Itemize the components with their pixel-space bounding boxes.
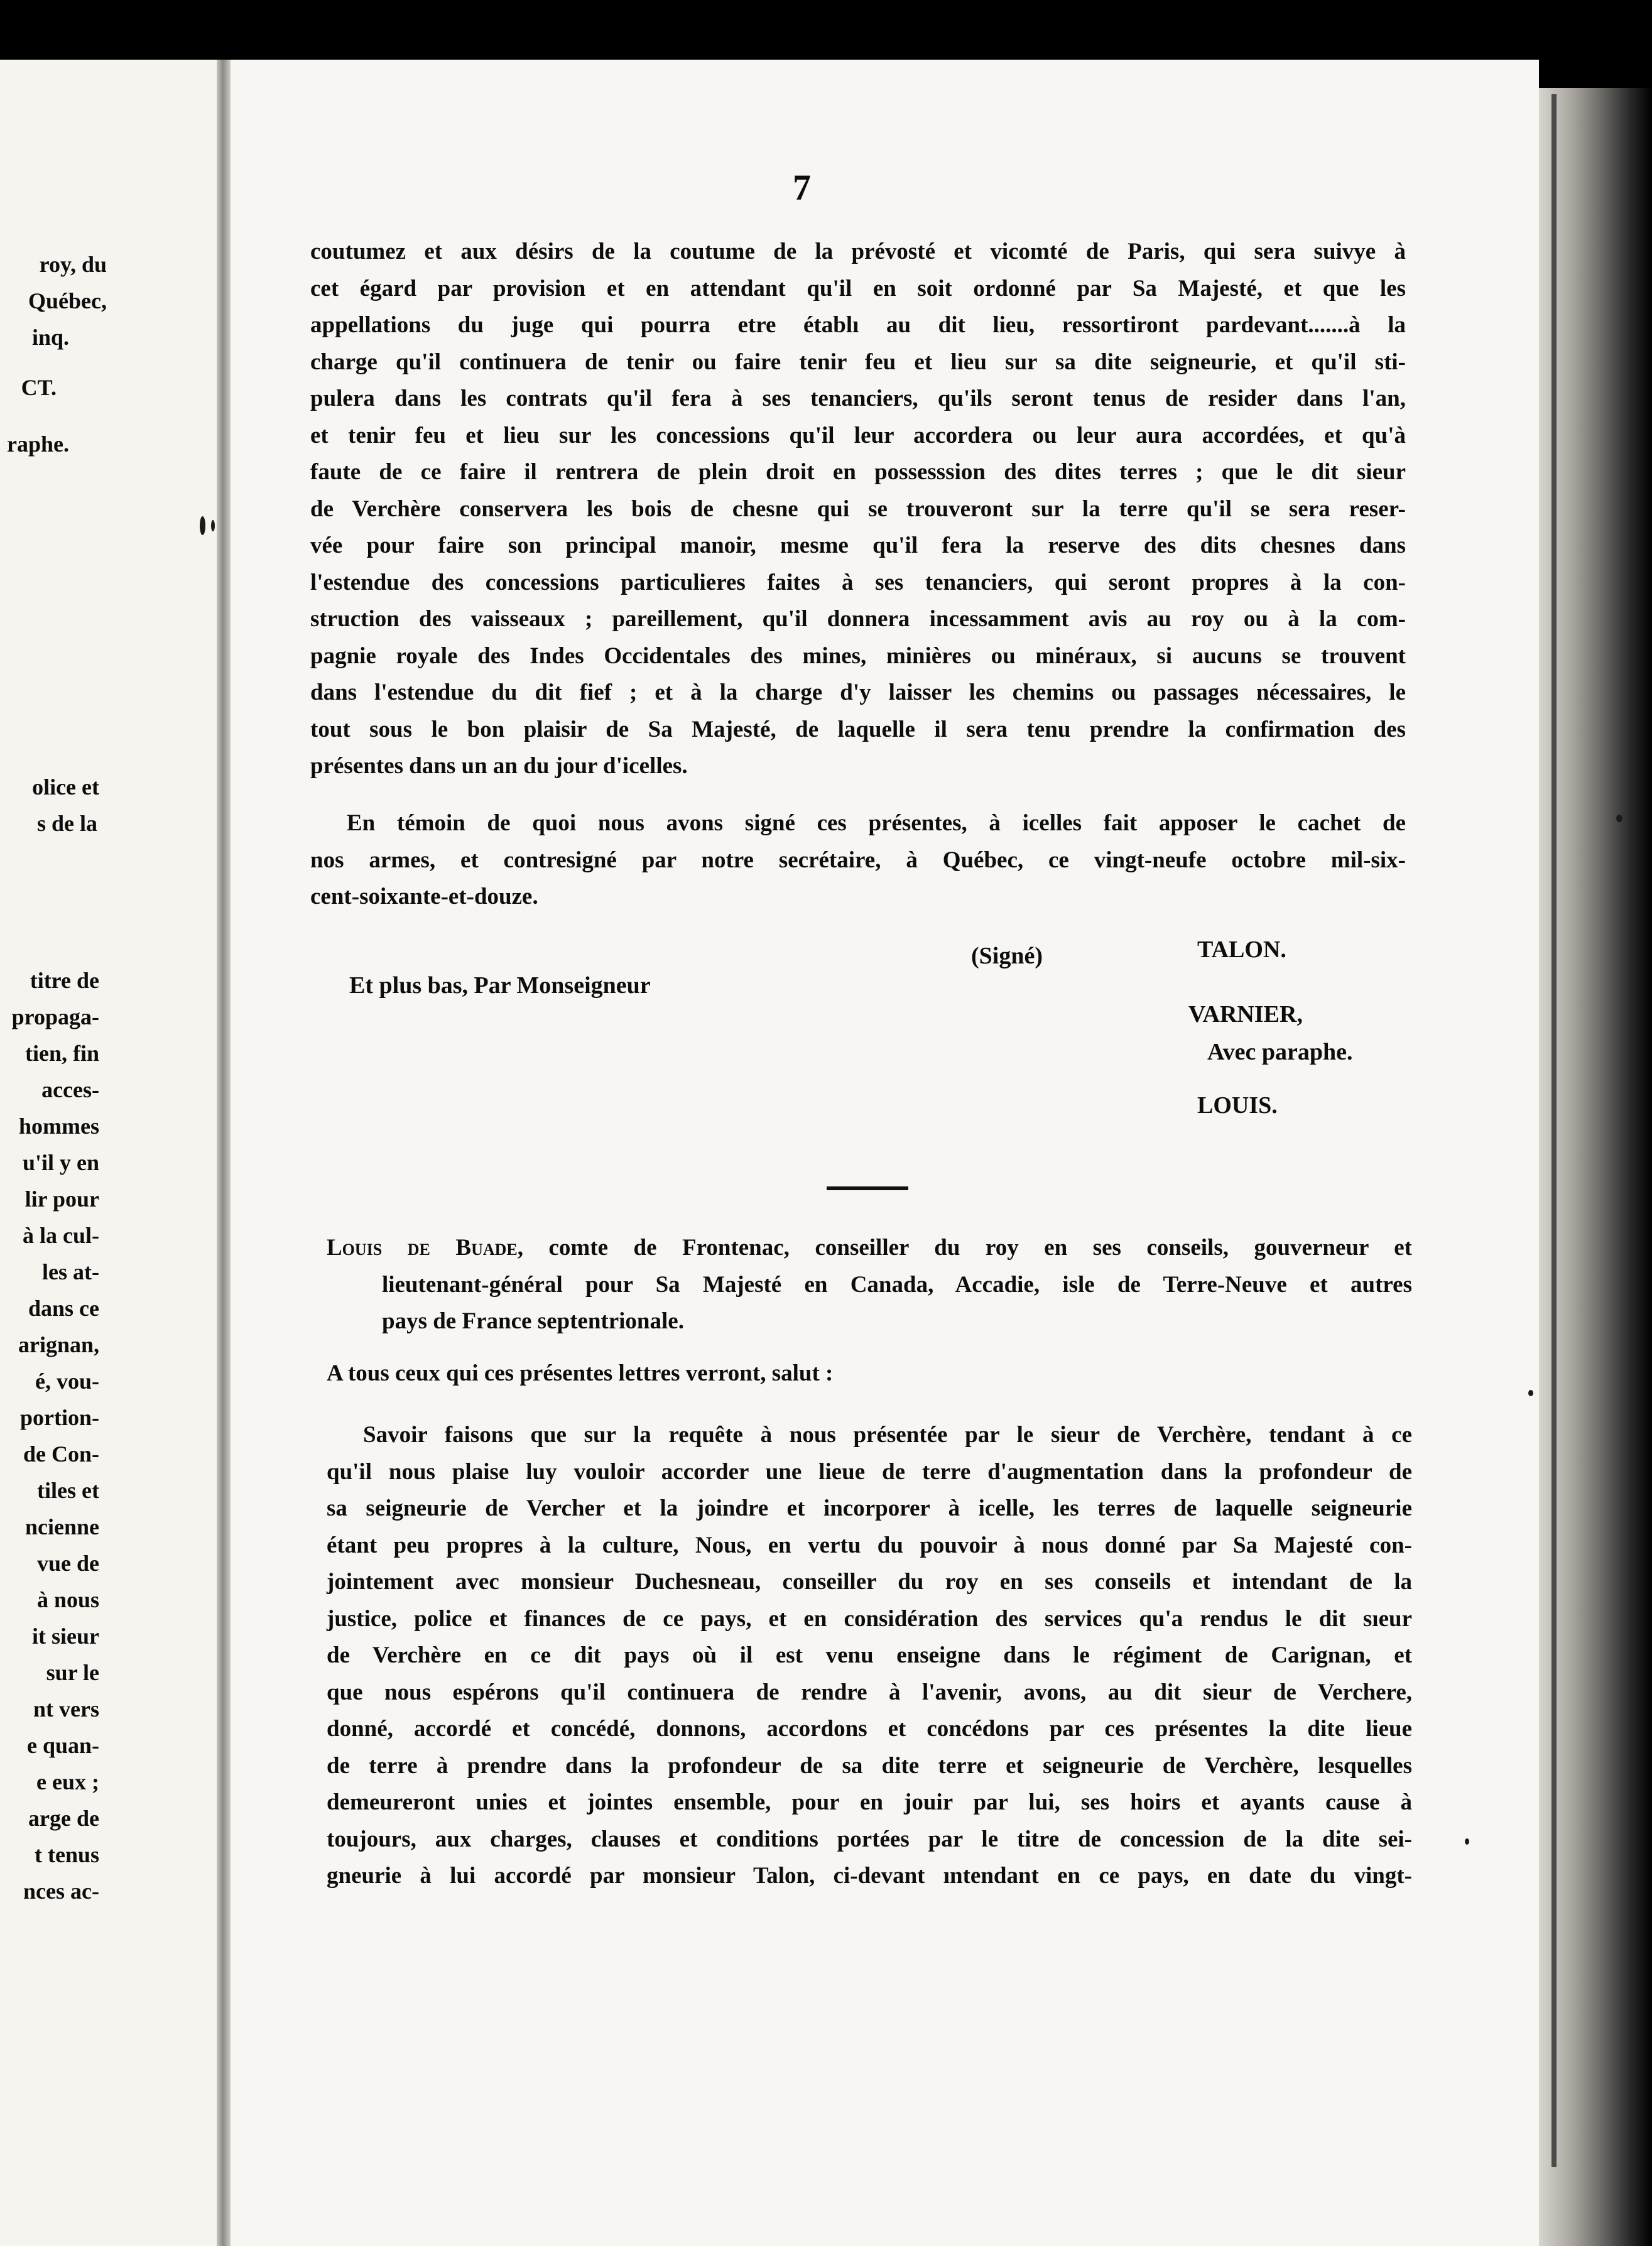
second-paragraph [327, 1417, 1412, 1895]
text-line: de Verchère en ce dit pays où il est venu enseigne dans le régiment de Carignan, et [327, 1642, 1412, 1668]
ink-speck [200, 516, 205, 535]
left-line: tiles et [37, 1478, 99, 1503]
left-line: vue de [37, 1551, 99, 1576]
salutation [327, 1355, 1412, 1392]
left-line: ncienne [24, 1514, 99, 1539]
text-line: étant peu propres à la culture, Nous, en vertu du pouvoir à nous donné par Sa Majesté con- [327, 1532, 1412, 1558]
left-line: acces- [41, 1077, 99, 1102]
first-paragraph [310, 234, 1406, 785]
signature-varnier: VARNIER, [1188, 1001, 1303, 1028]
left-line: t tenus [34, 1842, 99, 1867]
text-line: appellations du juge qui pourra etre établı au dit lieu, ressortiront pardevant.......à la [310, 312, 1406, 338]
left-line: u'il y en [22, 1150, 99, 1175]
left-line: titre de [30, 968, 99, 993]
left-line: s de la [36, 811, 97, 836]
text-line: tout sous le bon plaisir de Sa Majesté, de laquelle il sera tenu prendre la confirmation des [310, 716, 1406, 742]
text-line: toujours, aux charges, clauses et conditions portées par le titre de concession de la dite sei- [327, 1826, 1412, 1852]
text-line: sa seigneurie de Vercher et la joindre et incorporer à icelle, les terres de laquelle seigneurie [327, 1495, 1412, 1521]
ink-speck [1528, 1390, 1533, 1396]
text-line: qu'il nous plaise luy vouloir accorder une lieue de terre d'augmentation dans la profondeur de [327, 1458, 1412, 1485]
text-line: cet égard par provision et en attendant qu'il en soit ordonné par Sa Majesté, et que les [310, 275, 1406, 301]
text-line: demeureront unies et jointes ensemble, pour en jouir par lui, ses hoirs et ayants cause à [327, 1789, 1412, 1815]
text-line: lieutenant-général pour Sa Majesté en Canada, Accadie, isle de Terre-Neuve et autres [382, 1271, 1412, 1298]
ink-speck [211, 520, 215, 531]
left-line: Québec, [28, 288, 107, 313]
left-line: raphe. [7, 431, 69, 457]
text-line: jointement avec monsieur Duchesneau, conseiller du roy en ses conseils et intendant de la [327, 1569, 1412, 1595]
left-line: CT. [21, 375, 57, 400]
text-line: justice, police et finances de ce pays, et en considération des services qu'a rendus le dit sıeur [327, 1605, 1412, 1632]
text-line: cent-soixante-et-douze. [310, 884, 538, 909]
left-line: nces ac- [23, 1879, 99, 1904]
text-line: nos armes, et contresigné par notre secrétaire, à Québec, ce vingt-neufe octobre mil-six- [310, 847, 1406, 873]
left-line: inq. [31, 325, 69, 350]
paraphe-label: Avec paraphe. [1207, 1039, 1353, 1065]
text-line: et tenir feu et lieu sur les concessions qu'il leur accordera ou leur aura accordées, et qu'à [310, 422, 1406, 448]
witness-paragraph [310, 805, 1406, 916]
left-line: de Con- [23, 1441, 99, 1467]
text-line: présentes dans un an du jour d'icelles. [310, 753, 688, 779]
left-line: à nous [36, 1587, 99, 1612]
text-line: , comte de Frontenac, conseiller du roy en ses conseils, gouverneur et [517, 1235, 1412, 1261]
left-line: dans ce [28, 1296, 99, 1321]
left-line: arignan, [18, 1332, 99, 1357]
text-line: l'estendue des concessions particulieres faites à ses tenanciers, qui seront propres à la con- [310, 569, 1406, 595]
book-gutter [217, 60, 231, 2246]
text-line: Savoir faisons que sur la requête à nous présentée par le sieur de Verchère, tendant à ce [363, 1422, 1412, 1448]
left-line: hommes [19, 1114, 99, 1139]
ink-speck [1465, 1838, 1469, 1845]
text-line: que nous espérons qu'il continuera de rendre à l'avenir, avons, au dit sieur de Verchere, [327, 1679, 1412, 1705]
left-line: sur le [46, 1660, 99, 1685]
left-line: à la cul- [23, 1223, 99, 1248]
text-line: pagnie royale des Indes Occidentales des mines, minières ou minéraux, si aucuns se trouvent [310, 643, 1406, 669]
left-line: it sieur [32, 1624, 99, 1649]
left-line: portion- [20, 1405, 99, 1430]
plus-bas-label: Et plus bas, Par Monseigneur [349, 972, 651, 999]
left-line: é, vou- [35, 1369, 99, 1394]
left-line: olice et [32, 774, 99, 800]
salutation-text: A tous ceux qui ces présentes lettres verront, salut : [327, 1360, 834, 1386]
left-line: les at- [42, 1259, 99, 1284]
page-edge-line [1551, 94, 1557, 2167]
left-line: e eux ; [36, 1769, 99, 1794]
left-line: nt vers [33, 1696, 99, 1722]
signe-label: (Signé) [971, 943, 1043, 969]
text-line: En témoin de quoi nous avons signé ces présentes, à icelles fait apposer le cachet de [347, 810, 1406, 836]
left-line: tien, fin [24, 1041, 99, 1066]
text-line: faute de ce faire il rentrera de plein droit en possesssion des dites terres ; que le dit sieur [310, 459, 1406, 485]
text-line: donné, accordé et concédé, donnons, accordons et concédons par ces présentes la dite lieue [327, 1716, 1412, 1742]
text-line: charge qu'il continuera de tenir ou faire tenir feu et lieu sur sa dite seigneurie, et qu'il sti- [310, 349, 1406, 375]
heading-name: Louis de Buade [327, 1235, 518, 1261]
left-line: arge de [28, 1806, 99, 1831]
section-divider [827, 1186, 908, 1190]
heading-first-line [327, 1230, 1412, 1267]
text-line: de terre à prendre dans la profondeur de sa dite terre et seigneurie de Verchère, lesquelles [327, 1752, 1412, 1779]
left-line: roy, du [39, 252, 107, 277]
page-number: 7 [793, 167, 811, 208]
text-line: pulera dans les contrats qu'il fera à ses tenanciers, qu'ils seront tenus de resider dans l'an, [310, 386, 1406, 411]
signature-talon: TALON. [1197, 936, 1286, 963]
left-line: lir pour [24, 1186, 99, 1212]
ink-speck [1616, 815, 1622, 822]
text-line: coutumez et aux désirs de la coutume de la prévosté et vicomté de Paris, qui sera suivye à [310, 239, 1406, 264]
text-line: pays de France septentrionale. [382, 1308, 684, 1334]
left-line: propaga- [11, 1004, 99, 1029]
text-line: struction des vaisseaux ; pareillement, qu'il donnera incessamment avis au roy ou à la com- [310, 606, 1406, 632]
text-line: vée pour faire son principal manoir, mesme qu'il fera la reserve des dits chesnes dans [310, 533, 1406, 558]
text-line: gneurie à lui accordé par monsieur Talon, ci-devant ıntendant en ce pays, en date du vingt- [327, 1863, 1412, 1889]
text-line: dans l'estendue du dit fief ; et à la charge d'y laisser les chemins ou passages nécessaires, le [310, 680, 1406, 705]
left-line: e quan- [26, 1733, 99, 1758]
signature-louis: LOUIS. [1197, 1092, 1278, 1119]
heading-paragraph [327, 1230, 1412, 1340]
text-line: de Verchère conservera les bois de chesne qui se trouveront sur la terre qu'il se sera reser- [310, 496, 1406, 522]
